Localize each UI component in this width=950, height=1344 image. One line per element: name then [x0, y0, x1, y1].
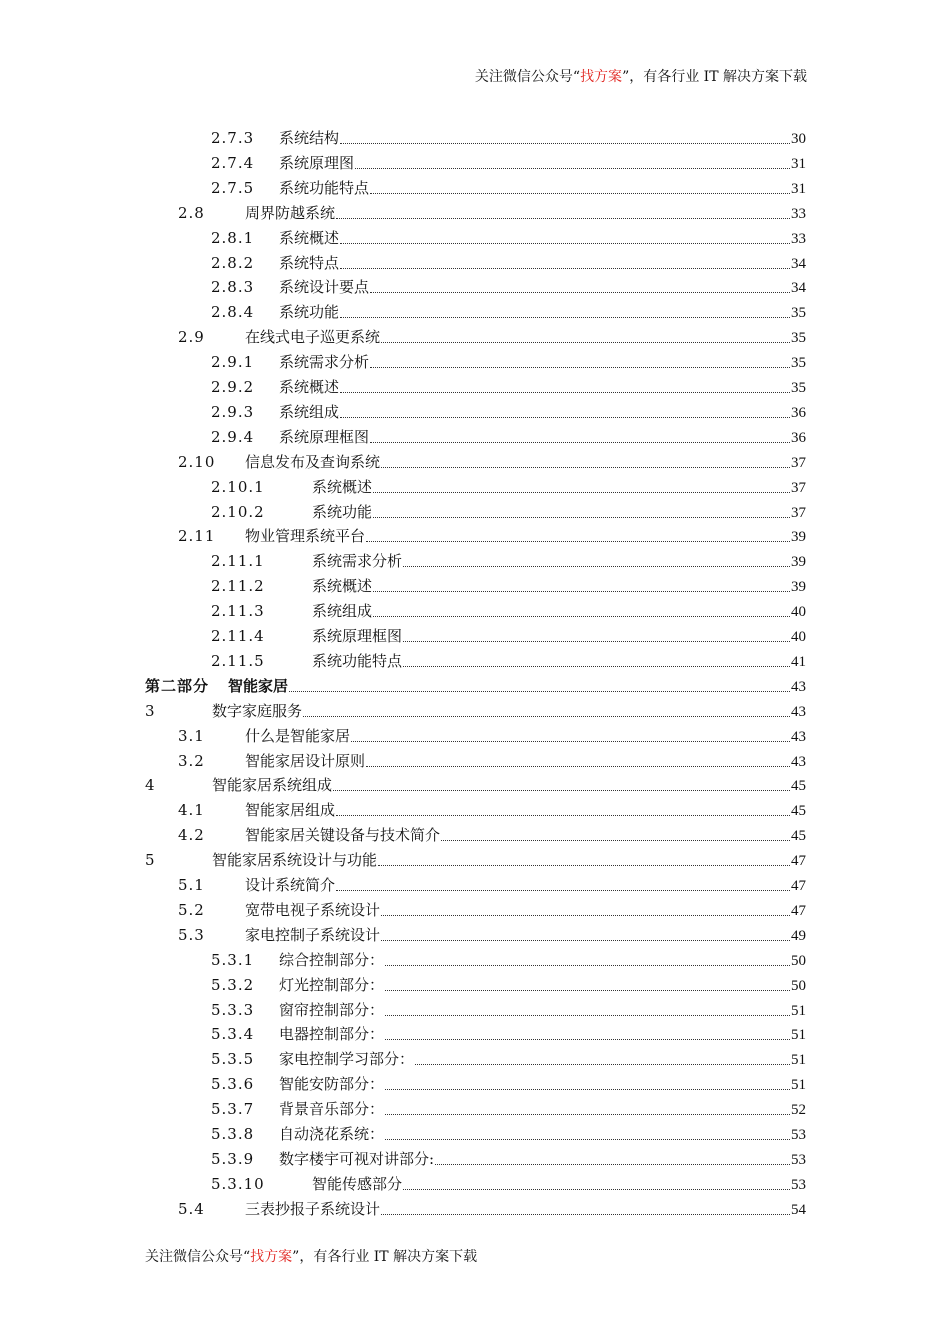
toc-entry-number: 2.8.4: [211, 303, 255, 322]
toc-entry-line: [245, 201, 806, 225]
toc-entry-line: [279, 1022, 806, 1046]
toc-entry-line: [279, 1072, 806, 1096]
toc-entry-page: 47: [791, 902, 806, 919]
toc-entry-number: 2.11.1: [211, 552, 265, 571]
toc-entry-number: 2.8.2: [211, 253, 255, 272]
toc-entry[interactable]: [0, 724, 950, 748]
toc-entry[interactable]: [0, 699, 950, 723]
toc-dot-leader: [373, 492, 790, 493]
toc-entry-title: 数字楼宇可视对讲部分:: [279, 1149, 435, 1168]
toc-entry-line: [245, 749, 806, 773]
toc-dot-leader: [370, 292, 790, 293]
toc-dot-leader: [340, 317, 790, 318]
toc-entry[interactable]: [0, 350, 950, 374]
toc-dot-leader: [340, 268, 790, 269]
toc-entry[interactable]: [0, 1122, 950, 1146]
toc-entry[interactable]: [0, 624, 950, 648]
toc-dot-leader: [385, 1015, 790, 1016]
toc-entry-title: 家电控制子系统设计: [245, 925, 381, 944]
toc-entry-title: 自动浇花系统：: [279, 1125, 385, 1143]
toc-entry-line: [279, 1122, 806, 1146]
toc-entry-number: 2.8: [178, 203, 205, 222]
toc-entry-line: [279, 275, 806, 299]
toc-dot-leader: [370, 367, 790, 368]
toc-entry-line: [312, 549, 806, 573]
toc-entry-title: 系统结构: [279, 129, 340, 147]
toc-dot-leader: [385, 1039, 790, 1040]
toc-dot-leader: [385, 990, 790, 991]
toc-entry-title: 系统组成: [279, 402, 340, 421]
toc-dot-leader: [336, 890, 790, 891]
toc-entry-page: 45: [791, 803, 806, 820]
toc-entry-line: [212, 773, 806, 797]
footer-suffix: ”，有各行业 IT 解决方案下载: [292, 1249, 478, 1265]
toc-entry-line: [312, 500, 806, 524]
toc-entry-title: 在线式电子巡更系统: [245, 328, 381, 347]
toc-entry[interactable]: [0, 126, 950, 150]
toc-entry-page: 40: [791, 604, 806, 621]
toc-entry[interactable]: [0, 823, 950, 847]
toc-entry-title: 家电控制学习部分：: [279, 1050, 415, 1069]
toc-entry-title: 什么是智能家居: [245, 726, 351, 745]
toc-entry[interactable]: [0, 798, 950, 822]
toc-entry[interactable]: [0, 1022, 950, 1046]
toc-entry-line: [245, 1197, 806, 1221]
toc-entry-page: 45: [791, 828, 806, 845]
toc-dot-leader: [370, 193, 790, 194]
toc-entry-title: 信息发布及查询系统: [245, 452, 381, 471]
toc-entry-title: 综合控制部分：: [279, 950, 385, 969]
toc-entry-page: 37: [791, 454, 806, 471]
toc-dot-leader: [303, 716, 790, 717]
toc-entry-page: 31: [791, 155, 806, 172]
toc-entry-page: 41: [791, 653, 806, 670]
toc-entry-number: 5.3.6: [211, 1075, 255, 1094]
toc-entry[interactable]: [0, 151, 950, 175]
toc-entry[interactable]: [0, 300, 950, 324]
toc-dot-leader: [403, 641, 790, 642]
toc-entry-title: 三表抄报子系统设计: [245, 1199, 381, 1218]
toc-entry[interactable]: [0, 923, 950, 947]
toc-entry-number: 2.9.4: [211, 427, 255, 446]
toc-entry[interactable]: [0, 649, 950, 673]
toc-entry-title: 背景音乐部分：: [279, 1100, 385, 1119]
toc-entry[interactable]: [0, 599, 950, 623]
toc-entry-line: [279, 973, 806, 997]
toc-entry-title: 系统功能特点: [312, 651, 403, 670]
toc-entry-number: 2.10.1: [211, 477, 265, 496]
toc-entry[interactable]: [0, 450, 950, 474]
toc-entry-line: [312, 1172, 806, 1196]
toc-dot-leader: [336, 815, 790, 816]
toc-dot-leader: [370, 442, 790, 443]
toc-dot-leader: [351, 741, 790, 742]
toc-dot-leader: [381, 1214, 790, 1215]
toc-entry-number: 5.1: [178, 876, 205, 894]
toc-entry-title: 系统概述: [279, 378, 340, 396]
toc-dot-leader: [340, 417, 790, 418]
toc-entry-title: 灯光控制部分：: [279, 975, 385, 994]
toc-entry[interactable]: [0, 898, 950, 922]
toc-entry-number: 3.2: [178, 751, 205, 770]
toc-entry-title: 系统特点: [279, 253, 340, 272]
toc-dot-leader: [366, 766, 790, 767]
toc-entry-number: 2.8.1: [211, 228, 255, 247]
toc-entry[interactable]: [0, 1197, 950, 1221]
toc-dot-leader: [355, 168, 790, 169]
toc-entry-title: 智能安防部分：: [279, 1075, 385, 1094]
toc-entry-number: 5.3.10: [211, 1174, 265, 1193]
toc-dot-leader: [385, 1089, 790, 1090]
toc-dot-leader: [385, 1114, 790, 1115]
toc-entry-title: 系统功能特点: [279, 178, 370, 197]
toc-entry-number: 5.3: [178, 925, 205, 944]
toc-dot-leader: [403, 1189, 790, 1190]
toc-entry-page: 33: [791, 205, 806, 222]
toc-entry[interactable]: [0, 574, 950, 598]
toc-entry-title: 智能家居系统组成: [212, 776, 333, 795]
toc-entry-title: 宽带电视子系统设计: [245, 900, 381, 919]
toc-entry-line: [212, 699, 806, 723]
toc-entry[interactable]: [0, 1147, 950, 1171]
toc-entry-number: 2.11.4: [211, 627, 265, 645]
toc-entry-number: 5.3.1: [211, 950, 255, 969]
toc-entry-title: 智能家居: [228, 676, 289, 695]
toc-dot-leader: [333, 790, 790, 791]
toc-entry-number: 5.2: [178, 900, 205, 919]
toc-entry-page: 47: [791, 878, 806, 894]
toc-entry-title: 设计系统简介: [245, 876, 336, 894]
toc-entry-page: 36: [791, 404, 806, 421]
toc-entry-title: 系统原理框图: [279, 427, 370, 446]
toc-dot-leader: [289, 691, 790, 692]
toc-entry-line: [279, 300, 806, 324]
toc-dot-leader: [378, 865, 790, 866]
page-header: [475, 66, 807, 86]
toc-entry-number: 2.10: [178, 452, 216, 471]
header-highlight: 找方案: [580, 69, 623, 85]
toc-dot-leader: [381, 940, 790, 941]
toc-entry-page: 35: [791, 380, 806, 396]
toc-entry-number: 2.11.3: [211, 602, 265, 621]
toc-entry[interactable]: [0, 549, 950, 573]
toc-entry[interactable]: [0, 201, 950, 225]
toc-dot-leader: [340, 143, 790, 144]
toc-entry[interactable]: [0, 400, 950, 424]
toc-entry-line: [212, 848, 806, 872]
toc-entry[interactable]: [0, 1047, 950, 1071]
toc-entry-number: 4.2: [178, 826, 205, 845]
header-suffix: ”，有各行业 IT 解决方案下载: [622, 69, 807, 85]
toc-entry-line: [279, 425, 806, 449]
toc-entry-page: 34: [791, 280, 806, 297]
toc-entry-line: [312, 624, 806, 648]
toc-entry-number: 5.3.2: [211, 975, 255, 994]
toc-entry-title: 系统原理图: [279, 153, 355, 172]
toc-entry-page: 36: [791, 429, 806, 446]
toc-entry-number: 2.11.5: [211, 651, 265, 670]
toc-entry-title: 系统需求分析: [279, 353, 370, 372]
toc-entry-page: 33: [791, 230, 806, 247]
toc-entry[interactable]: [0, 948, 950, 972]
toc-entry-title: 系统组成: [312, 602, 373, 621]
toc-dot-leader: [441, 840, 790, 841]
toc-entry-number: 2.9.1: [211, 353, 255, 372]
toc-dot-leader: [336, 218, 790, 219]
toc-entry-line: [279, 151, 806, 175]
toc-entry-page: 53: [791, 1151, 806, 1168]
toc-entry-page: 39: [791, 554, 806, 571]
footer-highlight: 找方案: [250, 1249, 293, 1265]
toc-dot-leader: [366, 541, 790, 542]
toc-entry-line: [279, 350, 806, 374]
toc-entry-page: 49: [791, 927, 806, 944]
toc-entry-page: 53: [791, 1127, 806, 1143]
toc-entry-page: 54: [791, 1201, 806, 1218]
toc-entry-title: 系统概述: [312, 577, 373, 596]
toc-entry-line: [279, 176, 806, 200]
toc-entry-line: [279, 1047, 806, 1071]
toc-entry-line: [228, 674, 806, 698]
toc-entry-number: 2.9: [178, 328, 205, 347]
toc-entry-page: 31: [791, 180, 806, 197]
toc-entry-number: 2.7.3: [211, 129, 255, 147]
toc-entry-page: 34: [791, 255, 806, 272]
toc-entry-number: 4.1: [178, 801, 205, 820]
toc-entry-page: 43: [791, 728, 806, 745]
toc-entry-number: 2.11.2: [211, 577, 265, 596]
toc-entry-page: 45: [791, 778, 806, 795]
toc-entry-page: 39: [791, 579, 806, 596]
toc-entry-number: 2.10.2: [211, 502, 265, 521]
toc-entry-page: 43: [791, 753, 806, 770]
toc-entry-line: [245, 325, 806, 349]
toc-dot-leader: [373, 616, 790, 617]
toc-entry-page: 30: [791, 131, 806, 147]
toc-entry-title: 智能家居设计原则: [245, 751, 366, 770]
toc-entry-title: 系统功能: [312, 502, 373, 521]
toc-entry-number: 2.7.4: [211, 153, 255, 172]
toc-entry-page: 50: [791, 977, 806, 994]
toc-entry[interactable]: [0, 500, 950, 524]
toc-entry[interactable]: [0, 1072, 950, 1096]
toc-entry-title: 数字家庭服务: [212, 701, 303, 720]
toc-entry-title: 智能家居组成: [245, 801, 336, 820]
toc-entry-line: [279, 998, 806, 1022]
toc-entry-number: 5.3.3: [211, 1000, 255, 1019]
toc-entry[interactable]: [0, 524, 950, 548]
toc-entry-number: 2.9.2: [211, 378, 255, 396]
toc-entry-line: [245, 450, 806, 474]
toc-dot-leader: [415, 1064, 790, 1065]
toc-entry-line: [245, 823, 806, 847]
toc-entry-number: 第二部分: [145, 676, 210, 695]
toc-entry-line: [279, 126, 806, 150]
toc-entry-page: 43: [791, 703, 806, 720]
toc-dot-leader: [385, 1139, 790, 1140]
toc-entry-title: 系统设计要点: [279, 278, 370, 297]
toc-entry[interactable]: [0, 375, 950, 399]
toc-entry[interactable]: [0, 251, 950, 275]
toc-entry-page: 53: [791, 1176, 806, 1193]
toc-entry-page: 47: [791, 853, 806, 870]
toc-entry-title: 系统原理框图: [312, 627, 403, 645]
toc-entry[interactable]: [0, 1097, 950, 1121]
toc-entry-number: 2.7.5: [211, 178, 255, 197]
toc-entry-number: 2.11: [178, 527, 216, 546]
toc-dot-leader: [381, 467, 790, 468]
toc-entry-title: 周界防越系统: [245, 203, 336, 222]
toc-entry-page: 35: [791, 330, 806, 347]
toc-entry-line: [279, 948, 806, 972]
toc-entry-page: 51: [791, 1002, 806, 1019]
toc-entry-page: 51: [791, 1052, 806, 1069]
toc-entry-line: [245, 923, 806, 947]
toc-entry[interactable]: [0, 848, 950, 872]
toc-entry-title: 物业管理系统平台: [245, 527, 366, 546]
toc-entry-title: 系统概述: [312, 477, 373, 496]
toc-entry-page: 51: [791, 1027, 806, 1044]
toc-entry-line: [312, 599, 806, 623]
toc-entry-title: 智能家居关键设备与技术简介: [245, 826, 441, 845]
toc-dot-leader: [373, 517, 790, 518]
toc-entry[interactable]: [0, 325, 950, 349]
toc-entry-number: 5.3.7: [211, 1100, 255, 1119]
toc-entry-page: 37: [791, 504, 806, 521]
toc-entry-page: 43: [791, 678, 806, 695]
toc-entry[interactable]: [0, 998, 950, 1022]
toc-entry[interactable]: [0, 1172, 950, 1196]
toc-entry-number: 5.3.9: [211, 1149, 255, 1168]
toc-dot-leader: [381, 915, 790, 916]
toc-dot-leader: [403, 566, 790, 567]
toc-entry-line: [279, 226, 806, 250]
toc-entry-number: 2.8.3: [211, 278, 255, 297]
toc-entry-number: 5.3.4: [211, 1025, 255, 1044]
toc-entry[interactable]: [0, 773, 950, 797]
toc-entry-title: 智能传感部分: [312, 1174, 403, 1193]
toc-entry-page: 50: [791, 952, 806, 969]
toc-entry-title: 系统需求分析: [312, 552, 403, 571]
toc-entry[interactable]: [0, 425, 950, 449]
toc-entry[interactable]: [0, 475, 950, 499]
toc-entry-line: [279, 1147, 806, 1171]
toc-entry-number: 5: [145, 851, 156, 870]
toc-entry-number: 3.1: [178, 726, 205, 745]
toc-entry-page: 35: [791, 305, 806, 322]
toc-entry[interactable]: [0, 674, 950, 698]
toc-dot-leader: [340, 392, 790, 393]
toc-entry[interactable]: [0, 873, 950, 897]
toc-dot-leader: [340, 243, 790, 244]
toc-entry-line: [279, 251, 806, 275]
toc-entry[interactable]: [0, 275, 950, 299]
toc-entry-line: [245, 873, 806, 897]
toc-entry-page: 40: [791, 629, 806, 645]
toc-entry[interactable]: [0, 176, 950, 200]
toc-entry-line: [245, 898, 806, 922]
toc-entry-title: 电器控制部分：: [279, 1025, 385, 1044]
toc-entry-line: [312, 649, 806, 673]
toc-entry-number: 4: [145, 776, 156, 795]
toc-entry-line: [312, 475, 806, 499]
footer-prefix: 关注微信公众号“: [145, 1249, 251, 1265]
toc-dot-leader: [435, 1164, 790, 1165]
toc-entry-line: [245, 724, 806, 748]
toc-entry[interactable]: [0, 973, 950, 997]
toc-entry-line: [279, 1097, 806, 1121]
toc-entry-page: 37: [791, 479, 806, 496]
toc-entry-number: 2.9.3: [211, 402, 255, 421]
toc-entry-line: [312, 574, 806, 598]
toc-entry-number: 5.3.8: [211, 1125, 255, 1143]
toc-entry-title: 系统功能: [279, 303, 340, 322]
toc-entry-line: [279, 400, 806, 424]
toc-entry-line: [245, 524, 806, 548]
toc-entry-number: 5.4: [178, 1199, 205, 1218]
toc-dot-leader: [381, 342, 790, 343]
toc-entry[interactable]: [0, 749, 950, 773]
toc-entry-page: 35: [791, 355, 806, 372]
toc-dot-leader: [403, 666, 790, 667]
toc-entry-number: 5.3.5: [211, 1050, 255, 1069]
toc-dot-leader: [373, 591, 790, 592]
toc-entry-title: 系统概述: [279, 228, 340, 247]
toc-entry-page: 52: [791, 1102, 806, 1119]
header-prefix: 关注微信公众号“: [474, 69, 581, 85]
toc-entry-line: [245, 798, 806, 822]
page-footer: [145, 1246, 477, 1266]
toc-entry-page: 51: [791, 1077, 806, 1094]
toc-entry-number: 3: [145, 701, 156, 720]
toc-entry-line: [279, 375, 806, 399]
toc-entry[interactable]: [0, 226, 950, 250]
toc-entry-page: 39: [791, 529, 806, 546]
toc-entry-title: 智能家居系统设计与功能: [212, 851, 378, 870]
toc-dot-leader: [385, 965, 790, 966]
toc-entry-title: 窗帘控制部分：: [279, 1000, 385, 1019]
